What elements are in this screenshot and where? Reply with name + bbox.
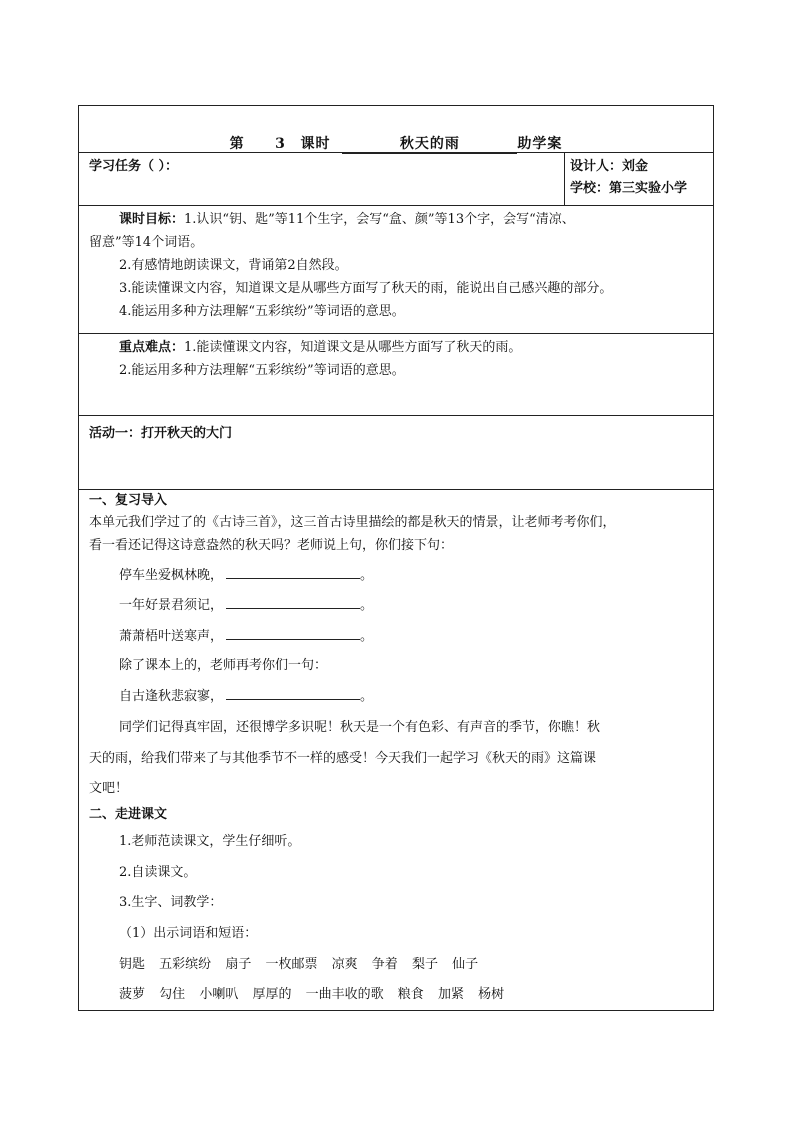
school: 学校：第三实验小学 xyxy=(570,181,688,196)
word-item: 凉爽 xyxy=(331,957,358,972)
sub-step-1: （1）出示词语和短语： xyxy=(119,926,258,941)
poem-2-text: 一年好景君须记， xyxy=(119,598,224,613)
step-3: 3.生字、词教学： xyxy=(119,895,223,910)
outro-line-1: 同学们记得真牢固，还很博学多识呢！秋天是一个有色彩、有声音的季节，你瞧！秋 xyxy=(119,720,601,735)
title-suffix: 助学案 xyxy=(517,136,563,152)
period: 。 xyxy=(360,598,374,613)
word-list-1 xyxy=(119,953,488,976)
word-item: 勾住 xyxy=(159,987,186,1002)
word-item: 厚厚的 xyxy=(252,987,292,1002)
key-text-1: 1.能读懂课文内容，知道课文是从哪些方面写了秋天的雨。 xyxy=(184,340,522,355)
word-item: 梨子 xyxy=(411,957,438,972)
key-line-1 xyxy=(119,336,521,359)
answer-blank-1[interactable] xyxy=(226,564,360,579)
designer: 设计人：刘金 xyxy=(570,159,649,174)
task-label: 学习任务（ ）： xyxy=(89,159,179,174)
period: 。 xyxy=(360,629,374,644)
word-list-2 xyxy=(119,983,514,1006)
word-item: 菠萝 xyxy=(119,987,146,1002)
title-row xyxy=(79,106,713,153)
goals-line-1b: 留意”等14个词语。 xyxy=(89,235,204,250)
word-item: 杨树 xyxy=(478,987,505,1002)
poem-line-2 xyxy=(119,594,373,617)
lesson-name: 秋天的雨 xyxy=(342,133,517,154)
step-2: 2.自读课文。 xyxy=(119,865,197,880)
activity-row xyxy=(79,416,713,490)
outro-line-3: 文吧！ xyxy=(89,781,129,796)
goals-line-1 xyxy=(119,208,575,231)
poem-1-text: 停车坐爱枫林晚， xyxy=(119,568,224,583)
goals-line-4: 4.能运用多种方法理解“五彩缤纷”等词语的意思。 xyxy=(119,304,405,319)
poem-line-3 xyxy=(119,625,373,648)
task-row xyxy=(79,153,713,206)
key-label: 重点难点： xyxy=(119,340,185,355)
word-item: 扇子 xyxy=(225,957,252,972)
key-points-row xyxy=(79,334,713,416)
goals-line-2: 2.有感情地朗读课文，背诵第2自然段。 xyxy=(119,258,348,273)
poem-line-1 xyxy=(119,564,373,587)
extra-prompt: 除了课本上的，老师再考你们一句： xyxy=(119,658,328,673)
outro-line-2: 天的雨，给我们带来了与其他季节不一样的感受！今天我们一起学习《秋天的雨》这篇课 xyxy=(89,751,597,766)
title-prefix: 第 xyxy=(229,136,245,152)
word-item: 加紧 xyxy=(437,987,464,1002)
poem-line-4 xyxy=(119,685,373,708)
answer-blank-4[interactable] xyxy=(226,685,360,700)
word-item: 小喇叭 xyxy=(199,987,239,1002)
goals-label: 课时目标： xyxy=(119,212,185,227)
lesson-number: 3 xyxy=(261,136,301,153)
page-title xyxy=(79,133,713,154)
word-item: 钥匙 xyxy=(119,957,146,972)
goals-text-1: 1.认识“钥、匙”等11个生字，会写“盒、颜”等13个字，会写“清凉、 xyxy=(184,212,575,227)
intro-line-2: 看一看还记得这诗意盎然的秋天吗？老师说上句，你们接下句： xyxy=(89,538,454,553)
lesson-unit: 课时 xyxy=(300,136,331,152)
word-item: 粮食 xyxy=(397,987,424,1002)
section1-title: 一、复习导入 xyxy=(89,493,168,508)
word-item: 一枚邮票 xyxy=(265,957,318,972)
lesson-plan-table xyxy=(78,105,714,1011)
poem-3-text: 萧萧梧叶送寒声， xyxy=(119,629,224,644)
goals-line-3: 3.能读懂课文内容，知道课文是从哪些方面写了秋天的雨，能说出自己感兴趣的部分。 xyxy=(119,281,613,296)
key-line-2: 2.能运用多种方法理解“五彩缤纷”等词语的意思。 xyxy=(119,363,405,378)
word-item: 仙子 xyxy=(452,957,479,972)
task-cell xyxy=(79,153,565,205)
word-item: 争着 xyxy=(371,957,398,972)
activity-title: 活动一：打开秋天的大门 xyxy=(89,426,233,441)
step-1: 1.老师范读课文，学生仔细听。 xyxy=(119,834,301,849)
poem-4-text: 自古逢秋悲寂寥， xyxy=(119,689,224,704)
period: 。 xyxy=(360,568,374,583)
intro-line-1: 本单元我们学过了的《古诗三首》，这三首古诗里描绘的都是秋天的情景，让老师考考你们， xyxy=(89,515,616,530)
section2-title: 二、走进课文 xyxy=(89,807,168,822)
content-area xyxy=(79,490,713,1010)
period: 。 xyxy=(360,689,374,704)
goals-row xyxy=(79,206,713,334)
word-item: 五彩缤纷 xyxy=(159,957,212,972)
word-item: 一曲丰收的歌 xyxy=(305,987,384,1002)
answer-blank-3[interactable] xyxy=(226,625,360,640)
answer-blank-2[interactable] xyxy=(226,594,360,609)
